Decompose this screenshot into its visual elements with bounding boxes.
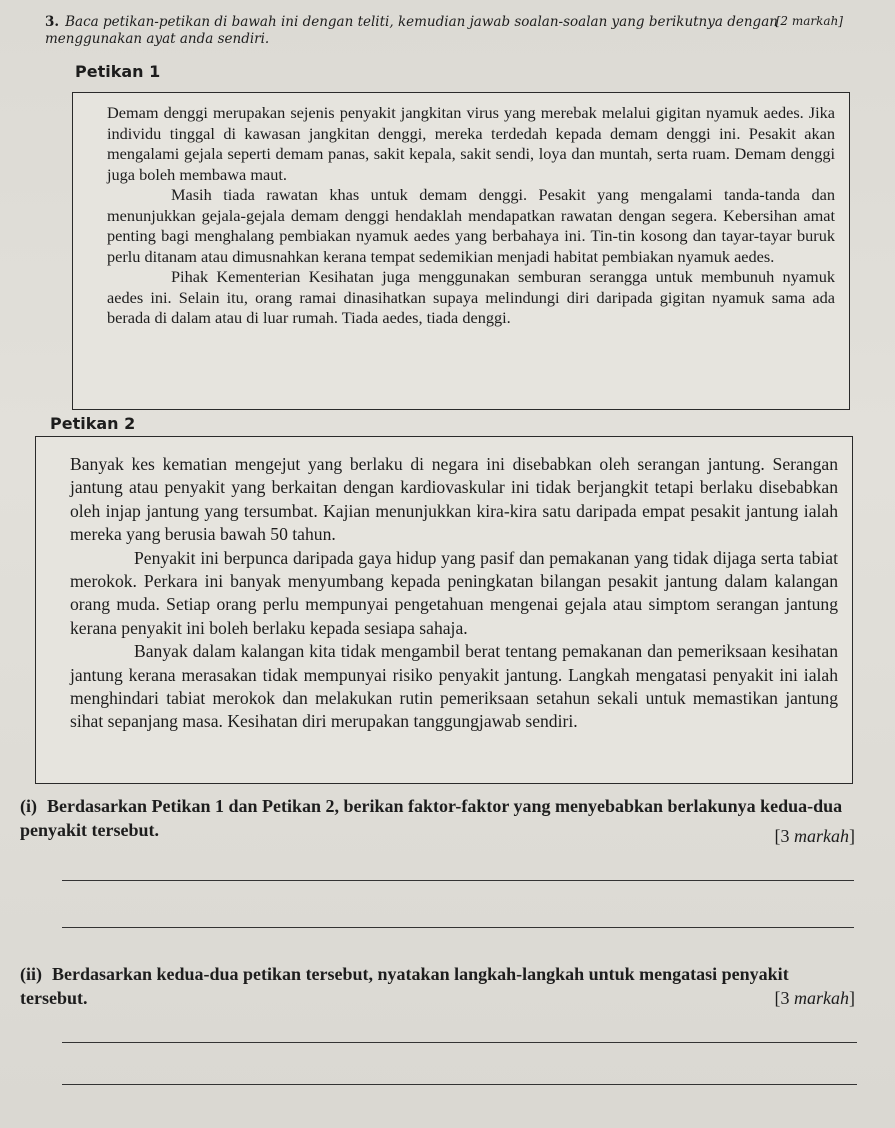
petikan-2-box: [35, 436, 853, 784]
petikan-1-paragraph: Demam denggi merupakan sejenis penyakit jangkitan virus yang merebak melalui gigitan nyamuk aedes. Jika individu tinggal di kawasan jangkitan denggi, mereka terdedah kepada demam denggi ini. Pesakit akan mengalami gejala seperti demam panas, sakit kepala, sakit sendi, loya dan muntah, serta ruam. Demam denggi juga boleh membawa maut.: [107, 103, 835, 184]
petikan-1-box: [72, 92, 850, 410]
sub-question-ii: [20, 962, 860, 1010]
answer-line[interactable]: [62, 1042, 857, 1043]
petikan-2-paragraph: Banyak dalam kalangan kita tidak mengambil berat tentang pemakanan dan pemeriksaan kesihatan jantung kerana merasakan tidak mempunyai risiko penyakit jantung. Langkah mengatasi penyakit ini ialah menghindari tabiat merokok dan melakukan rutin pemeriksaan setahun sekali untuk memastikan jantung sihat sepanjang masa. Kesihatan diri merupakan tanggungjawab sendiri.: [70, 641, 838, 732]
sub-question-i-marks: [3 markah]: [774, 826, 855, 846]
sub-question-number: (ii): [20, 964, 42, 984]
petikan-1-paragraph: Pihak Kementerian Kesihatan juga menggunakan semburan serangga untuk membunuh nyamuk aedes ini. Selain itu, orang ramai dinasihatkan supaya melindungi diri daripada gigitan nyamuk sama ada berada di dalam atau di luar rumah. Tiada aedes, tiada denggi.: [107, 267, 835, 327]
question-number: 3.: [45, 14, 60, 30]
answer-line[interactable]: [62, 1084, 857, 1085]
sub-question-text: Berdasarkan Petikan 1 dan Petikan 2, berikan faktor-faktor yang menyebabkan berlakunya kedua-dua penyakit tersebut.: [20, 796, 843, 840]
petikan-1-paragraph: Masih tiada rawatan khas untuk demam denggi. Pesakit yang mengalami tanda-tanda dan menunjukkan gejala-gejala demam denggi hendaklah mendapatkan rawatan dengan segera. Kebersihan amat penting bagi menghalang pembiakan nyamuk aedes yang berbahaya ini. Tin-tin kosong dan tayar-tayar buruk perlu ditanam atau dimusnahkan kerana tempat sedemikian menjadi habitat pembiakan nyamuk aedes.: [107, 185, 835, 266]
petikan-2-paragraph: Penyakit ini berpunca daripada gaya hidup yang pasif dan pemakanan yang tidak dijaga serta tabiat merokok. Perkara ini banyak menyumbang kepada peningkatan bilangan pesakit jantung dalam kalangan orang muda. Setiap orang perlu mempunyai pengetahuan mengenai gejala atau simptom serangan jantung kerana penyakit ini boleh berlaku kepada sesiapa sahaja.: [70, 547, 838, 638]
petikan-1-label: Petikan 1: [75, 62, 161, 81]
answer-line[interactable]: [62, 927, 854, 928]
petikan-2-label: Petikan 2: [50, 414, 136, 433]
sub-question-i: [20, 794, 860, 842]
instruction-text: Baca petikan-petikan di bawah ini dengan teliti, kemudian jawab soalan-soalan yang berikutnya dengan menggunakan ayat anda sendiri.: [45, 14, 778, 47]
sub-question-number: (i): [20, 796, 37, 816]
sub-question-ii-marks: [3 markah]: [774, 988, 855, 1008]
sub-question-text: Berdasarkan kedua-dua petikan tersebut, nyatakan langkah-langkah untuk mengatasi penyakit tersebut.: [20, 964, 789, 1008]
question-marks: [2 markah]: [775, 14, 843, 28]
question-instruction: [45, 14, 835, 48]
answer-line[interactable]: [62, 880, 854, 881]
petikan-2-paragraph: Banyak kes kematian mengejut yang berlaku di negara ini disebabkan oleh serangan jantung. Serangan jantung atau penyakit yang berkaitan dengan kardiovaskular ini tidak berjangkit tetapi berlaku disebabkan oleh injap jantung yang tersumbat. Kajian menunjukkan kira-kira satu daripada empat pesakit jantung ialah mereka yang berusia bawah 50 tahun.: [70, 454, 838, 545]
